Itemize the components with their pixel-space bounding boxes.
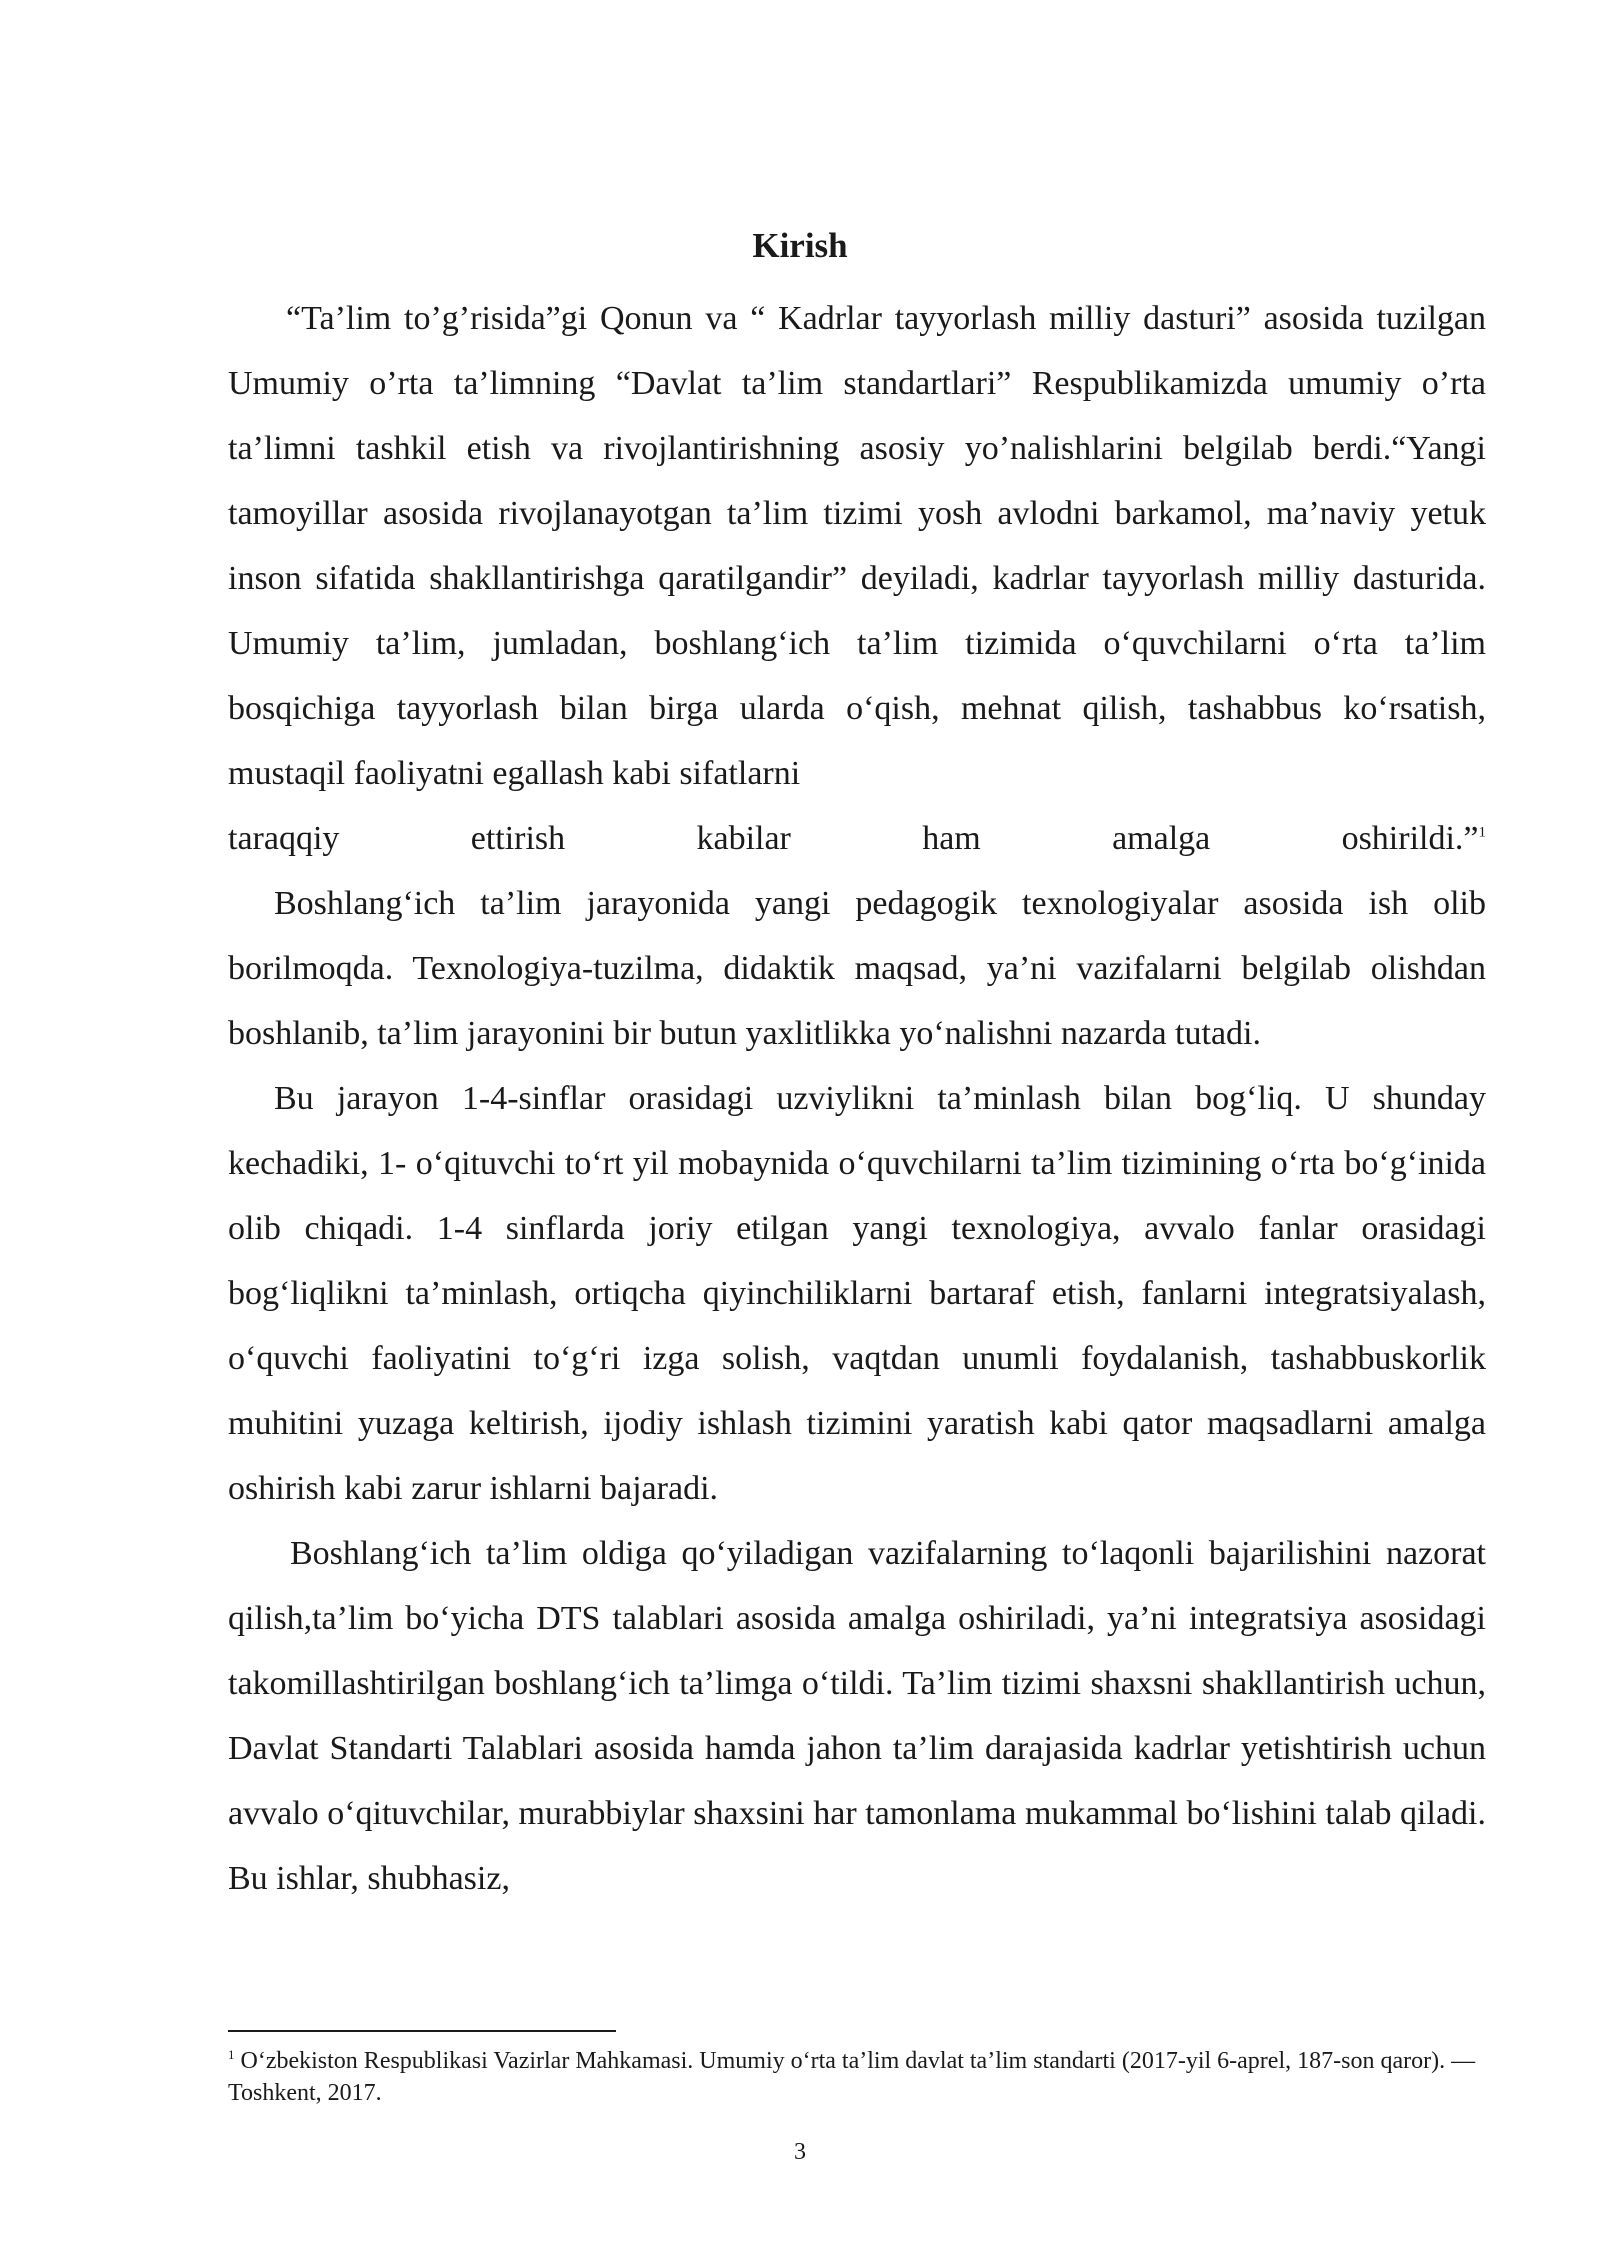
footnote-reference[interactable]: 1 bbox=[1478, 824, 1486, 841]
footnote-text: O‘zbekiston Respublikasi Vazirlar Mahkamasi. Umumiy o‘rta ta’lim davlat ta’lim standarti (2017-yil 6-aprel, 187-son qaror). — Toshkent, 2017. bbox=[228, 2048, 1476, 2106]
paragraph-2: Boshlang‘ich ta’lim jarayonida yangi pedagogik texnologiyalar asosida ish olib borilmoqda. Texnologiya-tuzilma, didaktik maqsad, ya’ni vazifalarni belgilab olishdan boshlanib, ta’lim jarayonini bir butun yaxlitlikka yo‘nalishni nazarda tutadi. bbox=[228, 885, 1486, 1052]
paragraph-1-last-line-text: taraqqiy ettirish kabilar ham amalga oshirildi.” bbox=[228, 820, 1479, 857]
paragraph-1 bbox=[228, 286, 1486, 806]
footnote-marker: 1 bbox=[228, 2047, 235, 2062]
footnote bbox=[228, 2045, 1486, 2109]
paragraph-1-text: “Ta’lim to’g’risida”gi Qonun va “ Kadrlar tayyorlash milliy dasturi” asosida tuzilgan Umumiy o’rta ta’limning “Davlat ta’lim standartlari” Respublikamizda umumiy o’rta ta’limni tashkil etish va rivojlantirishning asosiy yo’nalishlarini belgilab berdi.“Yangi tamoyillar asosida rivojlanayotgan ta’lim tizimi yosh avlodni barkamol, ma’naviy yetuk inson sifatida shakllantirishga qaratilgandir” deyiladi, kadrlar tayyorlash milliy dasturida. Umumiy ta’lim, jumladan, boshlang‘ich ta’lim tizimida o‘quvchilarni o‘rta ta’lim bosqichiga tayyorlash bilan birga ularda o‘qish, mehnat qilish, tashabbus ko‘rsatish, mustaqil faoliyatni egallash kabi sifatlarni bbox=[228, 300, 1486, 792]
paragraph-4: Boshlang‘ich ta’lim oldiga qo‘yiladigan vazifalarning to‘laqonli bajarilishini nazorat qilish,ta’lim bo‘yicha DTS talablari asosida amalga oshiriladi, ya’ni integratsiya asosidagi takomillashtirilgan boshlang‘ich ta’limga o‘tildi. Ta’lim tizimi shaxsni shakllantirish uchun, Davlat Standarti Talablari asosida hamda jahon ta’lim darajasida kadrlar yetishtirish uchun avvalo o‘qituvchilar, murabbiylar shaxsini har tamonlama mukammal bo‘lishini talab qiladi. Bu ishlar, shubhasiz, bbox=[228, 1535, 1486, 1897]
body-text bbox=[228, 286, 1486, 1911]
page-number: 3 bbox=[794, 2139, 806, 2165]
section-heading: Kirish bbox=[752, 226, 848, 265]
footnote-separator bbox=[228, 2030, 616, 2032]
paragraph-1-last-line bbox=[228, 806, 1486, 871]
paragraph-3: Bu jarayon 1-4-sinflar orasidagi uzviylikni ta’minlash bilan bog‘liq. U shunday kechadiki, 1- o‘qituvchi to‘rt yil mobaynida o‘quvchilarni ta’lim tizimining o‘rta bo‘g‘inida olib chiqadi. 1-4 sinflarda joriy etilgan yangi texnologiya, avvalo fanlar orasidagi bog‘liqlikni ta’minlash, ortiqcha qiyinchiliklarni bartaraf etish, fanlarni integratsiyalash, o‘quvchi faoliyatini to‘g‘ri izga solish, vaqtdan unumli foydalanish, tashabbuskorlik muhitini yuzaga keltirish, ijodiy ishlash tizimini yaratish kabi qator maqsadlarni amalga oshirish kabi zarur ishlarni bajaradi. bbox=[228, 1080, 1486, 1507]
